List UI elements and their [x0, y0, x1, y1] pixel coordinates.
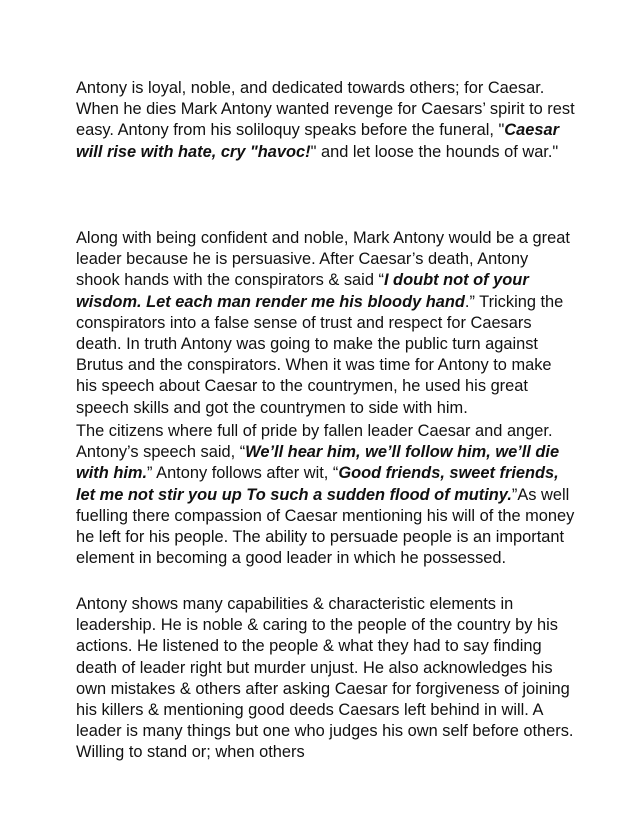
paragraph-2-text-2: .” Tricking the conspirators into a false sense of trust and respect for Caesars death. In truth Antony was going to make the public turn against Brutus and the conspirators. When it was time for Antony to make his speech about Caesar to the countrymen, he used his great speech skills and got the countrymen to side with him. — [76, 292, 564, 417]
paragraph-3-text-3: ”As well fuelling there compassion of Caesar mentioning his will of the money he left for his people. The ability to persuade people is an important element in becoming a good leader in which he possessed. — [76, 485, 575, 568]
paragraph-3-quote-1: We’ll hear him, we’ll follow him, we’ll die with him. — [76, 443, 560, 483]
paragraph-2 — [76, 228, 576, 419]
paragraph-1-text-1: Antony is loyal, noble, and dedicated towards others; for Caesar. When he dies Mark Antony wanted revenge for Caesars’ spirit to rest easy. Antony from his soliloquy speaks before the funeral, " — [76, 79, 575, 140]
paragraph-3-text-2: ” Antony follows after wit, “ — [147, 464, 339, 483]
paragraph-1 — [76, 78, 576, 163]
paragraph-4-text-1: Antony shows many capabilities & characteristic elements in leadership. He is noble & caring to the people of the country by his actions. He listened to the people & what they had to say finding death of leader right but murder unjust. He also acknowledges his own mistakes & others after asking Caesar for forgiveness of joining his killers & mentioning good deeds Caesars left behind in will. A leader is many things but one who judges his own self before others. Willing to stand or; when others — [76, 595, 574, 762]
paragraph-1-text-2: " and let loose the hounds of war." — [310, 142, 559, 161]
paragraph-3-text-1: The citizens where full of pride by fallen leader Caesar and anger. Antony’s speech said, “ — [76, 422, 553, 462]
paragraph-4 — [76, 594, 576, 764]
paragraph-3 — [76, 421, 576, 569]
paragraph-1-quote-1: Caesar will rise with hate, cry "havoc! — [76, 121, 559, 161]
paragraph-2-quote-1: I doubt not of your wisdom. Let each man render me his bloody hand — [76, 271, 529, 311]
paragraph-3-quote-2: Good friends, sweet friends, let me not stir you up To such a sudden flood of mutiny. — [76, 464, 559, 504]
paragraph-2-text-1: Along with being confident and noble, Mark Antony would be a great leader because he is persuasive. After Caesar’s death, Antony shook hands with the conspirators & said “ — [76, 229, 570, 290]
